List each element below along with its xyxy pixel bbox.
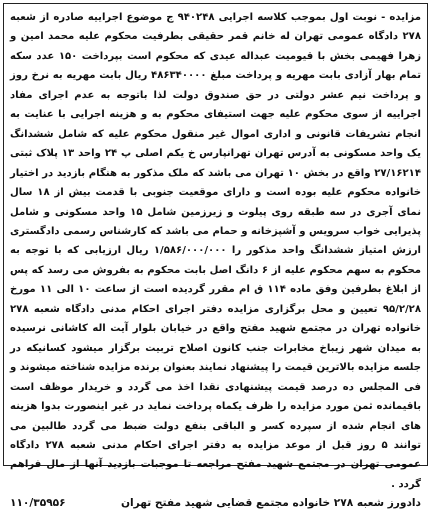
notice-body-text: مزایده - نوبت اول بموجب کلاسه اجرایی ۹۴۰۲۴۸ ج موضوع اجراییه صادره از شعبه ۲۷۸ دادگاه عمومی تهران له خانم قمر حقیقی بطرفیت محکوم علیه محمد امین و زهرا فهیمی بخش با قیومیت عبداله عیدی که محکوم است بپرداخت ۱۵۰ عدد سکه تمام بهار آزادی بابت مهریه و پرداخت مبلغ ۴۸۶۳۴۰۰۰۰ ریال بابت مهریه به نرخ روز و پرداخت نیم عشر دولتی در حق صندوق دولت لذا باتوجه به عدم اجرای مفاد اجراییه از سوی محکوم علیه جهت استیفای محکوم به و هزینه اجرایی با عنایت به انجام تشریفات قانونی و اداری اموال غیر منقول محکوم علیه که شامل ششدانگ یک واحد مسکونی به آدرس تهران تهرانپارس خ یکم اصلی پ ۲۴ واحد ۱۳ پلاک ثبتی ۲۷/۱۶۲۱۴ واقع در بخش ۱۰ تهران می باشد که ملک مذکور به هنگام بازدید در اختیار خانواده محکوم علیه بوده است و دارای موقعیت جنوبی با قدمت بیش از ۱۸ سال نمای آجری در سه طبقه روی پیلوت و زیرزمین شامل ۱۵ واحد مسکونی و شامل پذیرایی خواب سرویس و آشپزخانه و حمام می باشد که کارشناس رسمی دادگستری ارزش امتیاز ششدانگ واحد مذکور را ۱/۵۸۶/۰۰۰/۰۰۰ ریال ارزیابی که با توجه به محکوم به سهم محکوم علیه از ۶ دانگ اصل بابت محکوم به بفروش می رسد که پس از ابلاغ بطرفین وفق ماده ۱۱۴ ق ام مقرر گردیده است از ساعت ۱۰ الی ۱۱ مورخ ۹۵/۲/۲۸ تعیین و محل برگزاری مزایده دفتر اجرای احکام مدنی دادگاه شعبه ۲۷۸ خانواده تهران در مجتمع شهید مفتح واقع در خیابان بلوار آیت اله کاشانی نرسیده به میدان شهر زیباخ مخابرات جنب کانون اصلاح تربیت برگزار میشود کسانیکه در جلسه مزایده بالاترین قیمت را پیشنهاد نمایند بعنوان برنده مزایده شناخته میشوند و فی المجلس ده درصد قیمت پیشنهادی نقدا اخذ می گردد و خریدار موظف است باقیمانده ثمن مورد مزایده را ظرف یکماه پرداخت نماید در غیر اینصورت بدوا هزینه های انجام شده از سپرده کسر و الباقی بنفع دولت ضبط می گردد طالبین می توانند ۵ روز قبل از موعد مزایده به دفتر اجرای احکام مدنی شعبه ۲۷۸ دادگاه عمومی تهران در مجتمع شهید مفتح مراجعه تا موجبات بازدید آنها از مال فراهم گردد . — [10, 12, 422, 490]
notice-footer — [10, 497, 421, 509]
legal-notice-box — [3, 3, 428, 509]
notice-reference-code: ۱۱۰/۳۵۹۵۶ — [10, 497, 66, 509]
notice-signature: دادورز شعبه ۲۷۸ خانواده مجتمع قضایی شهید مفتح تهران — [120, 497, 421, 509]
